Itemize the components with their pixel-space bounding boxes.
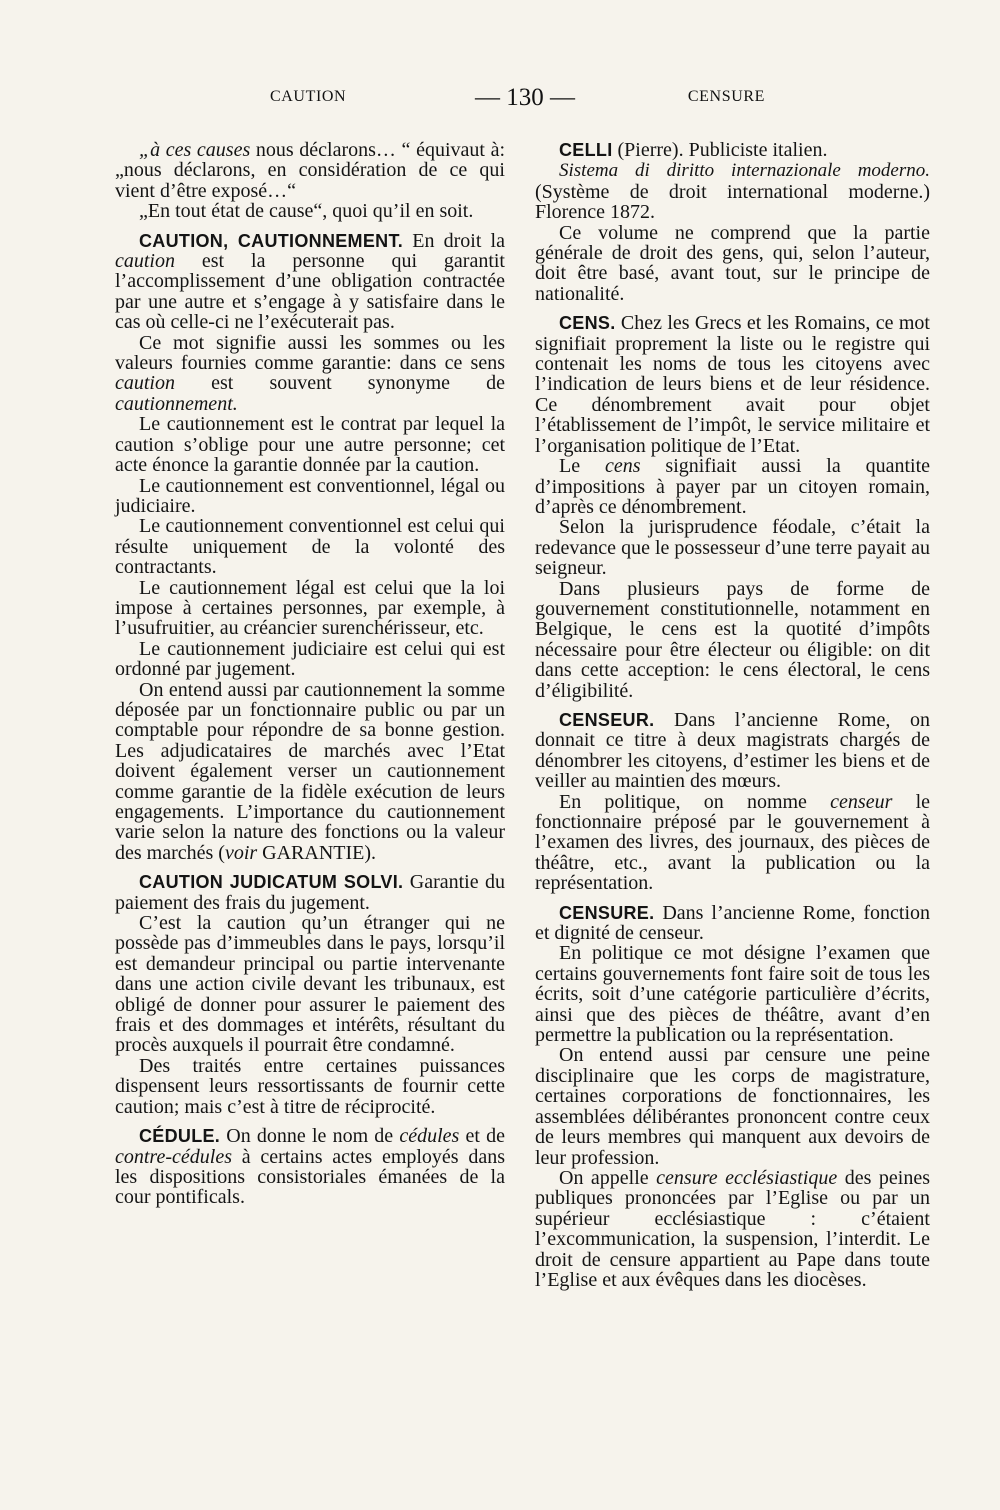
text: est la personne qui garantit l’accomplissement d’une obligation contractée par une autre et s’engage à y satisfaire dans le cas où celle-ci ne l’exécuterait pas.	[115, 250, 505, 334]
paragraph	[535, 456, 930, 517]
entry-cens	[535, 313, 930, 456]
italic-text: censeur	[830, 790, 893, 813]
text: Chez les Grecs et les Romains, ce mot signifiait proprement la liste ou le registre qui contenait les noms de tous les citoyens avec l’indication de leurs biens et de leur résidence. Ce dénombrement avait pour objet l’établissement de l’impôt, le service militaire et l’organisation politique de l’Etat.	[535, 312, 930, 457]
italic-text: voir	[224, 841, 258, 864]
header-right-keyword: CENSURE	[687, 88, 765, 105]
italic-text: censure ecclésiastique	[656, 1166, 838, 1189]
paragraph: On entend aussi par censure une peine disciplinaire que les corps de magistrature, certaines corporations de fonctionnaires, les assemblées délibérantes prononcent contre ceux de leurs membres qui manquent aux devoirs de leur profession.	[535, 1044, 930, 1169]
italic-text: cautionnement.	[115, 392, 238, 415]
text: En droit la	[403, 229, 505, 252]
text: Dans l’ancienne Rome, fonction et dignité de censeur.	[535, 901, 930, 945]
entry-censeur	[535, 710, 930, 792]
entry-censure	[535, 903, 930, 944]
text: nous déclarons… “ équivaut à: „nous déclarons, en considération de ce qui vient d’être exposé…“	[115, 139, 506, 202]
italic-text: „à ces causes	[139, 139, 251, 161]
entry-heading: CÉDULE.	[139, 1126, 221, 1147]
paragraph	[115, 140, 505, 201]
paragraph: Le cautionnement conventionnel est celui qui résulte uniquement de la volonté des contractants.	[115, 515, 505, 579]
paragraph	[535, 1168, 930, 1290]
text: GARANTIE).	[257, 841, 377, 864]
text: et de	[459, 1125, 506, 1148]
text: Ce mot signifie aussi les sommes ou les valeurs fournies comme garantie: dans ce sens	[115, 331, 505, 375]
text: des peines publiques prononcées par l’Eglise ou par un supérieur ecclésiastique : c’étaient l’excommunication, la suspension, l’interdit. Le droit de censure appartient au Pape dans toute l’Eglise et aux évêques dans les diocèses.	[535, 1166, 930, 1291]
entry-heading: CAUTION JUDICATUM SOLVI.	[139, 872, 404, 893]
page-number: — 130 —	[475, 84, 575, 111]
text: Le	[559, 455, 605, 478]
paragraph: Selon la jurisprudence féodale, c’était la redevance que le possesseur d’une terre payait au seigneur.	[535, 516, 930, 580]
entry-caution	[115, 231, 505, 333]
text: Dans l’ancienne Rome, on donnait ce titre à deux magistrats chargés de dénombrer les citoyens, d’estimer les biens et de veiller au maintien des mœurs.	[535, 708, 930, 793]
entry-cedule	[115, 1126, 505, 1208]
italic-text: caution	[115, 372, 175, 395]
italic-text: Sistema di diritto internazionale moderno.	[559, 160, 930, 182]
right-column	[535, 140, 930, 1290]
italic-text: caution	[115, 250, 175, 273]
running-header	[115, 84, 930, 118]
paragraph: Des traités entre certaines puissances dispensent leurs ressortissants de fournir cette caution; mais c’est à titre de réciprocité.	[115, 1054, 505, 1118]
paragraph: C’est la caution qu’un étranger qui ne possède pas d’immeubles dans le pays, lorsqu’il est demandeur principal ou partie intervenante dans une action civile devant les tribunaux, est obligé de donner pour assurer le paiement des frais et des dommages et intérêts, résultant du procès auxquels il pourrait être condamné.	[115, 912, 505, 1057]
header-left-keyword: CAUTION	[270, 88, 347, 105]
paragraph: Le cautionnement légal est celui que la loi impose à certaines personnes, par exemple, à l’usufruitier, au créancier surenchérisseur, etc.	[115, 576, 505, 640]
paragraph: Le cautionnement est conventionnel, légal ou judiciaire.	[115, 474, 505, 517]
text: On entend aussi par cautionnement la somme déposée par un fonctionnaire public ou par un comptable pour répondre de sa bonne gestion. Les adjudicataires de marchés avec l’Etat doivent également verser un cautionnement comme garantie de la fidèle exécution de leurs engagements. L’importance du cautionnement varie selon la nature des fonctions ou la valeur des marchés (	[115, 678, 505, 864]
paragraph: En politique ce mot désigne l’examen que certains gouvernements font faire soit de tous les écrits, soit d’une catégorie particulière d’écrits, ainsi que des pièces de théâtre, avant d’en permettre la publication ou la représentation.	[535, 942, 930, 1047]
text: En politique, on nomme	[559, 790, 831, 813]
entry-caution-judicatum-solvi	[115, 872, 505, 913]
text: à certains actes employés dans les dispositions consistoriales émanées de la cour pontificals.	[115, 1145, 505, 1209]
paragraph	[535, 792, 930, 894]
paragraph: Ce volume ne comprend que la partie générale de droit des gens, qui, selon l’auteur, doit être basé, avant tout, sur le principe de nationalité.	[535, 221, 930, 305]
entry-heading: CAUTION, CAUTIONNEMENT.	[139, 230, 404, 251]
entry-heading: CENSURE.	[559, 902, 655, 923]
text: On donne le nom de	[220, 1125, 400, 1148]
text: (Système de droit international moderne.) Florence 1872.	[535, 180, 930, 224]
paragraph: Le cautionnement judiciaire est celui qui est ordonné par jugement.	[115, 637, 505, 681]
paragraph: Dans plusieurs pays de forme de gouvernement constitutionnelle, notamment en Belgique, le cens est la quotité d’impôts nécessaire pour être électeur ou éligible: on dit dans cette acception: le cens électoral, le cens d’éligibilité.	[535, 577, 930, 702]
left-column	[115, 140, 505, 1208]
paragraph	[535, 160, 930, 222]
paragraph	[115, 680, 505, 864]
paragraph	[115, 333, 505, 415]
entry-celli	[535, 140, 930, 160]
text: (Pierre). Publiciste italien.	[612, 139, 828, 161]
italic-text: cens	[604, 455, 641, 478]
entry-heading: CENS.	[559, 313, 616, 334]
entry-heading: CELLI	[559, 140, 613, 160]
text: Garantie du paiement des frais du jugement.	[115, 871, 505, 914]
entry-heading: CENSEUR.	[559, 709, 655, 730]
paragraph: Le cautionnement est le contrat par lequel la caution s’oblige pour une autre personne; cet acte énonce la garantie donnée par la caution.	[115, 413, 505, 477]
italic-text: contre-cédules	[115, 1145, 232, 1168]
text: est souvent synonyme de	[175, 372, 505, 395]
text: le fonctionnaire préposé par le gouvernement à l’examen des livres, des journaux, des pièces de théâtre, etc., avant la publication ou la représentation.	[535, 790, 931, 895]
paragraph: „En tout état de cause“, quoi qu’il en soit.	[139, 200, 474, 223]
text: signifiait aussi la quantite d’impositions à payer par un citoyen romain, d’après ce dénombrement.	[535, 455, 931, 518]
text: On appelle	[559, 1166, 657, 1189]
italic-text: cédules	[399, 1125, 460, 1148]
